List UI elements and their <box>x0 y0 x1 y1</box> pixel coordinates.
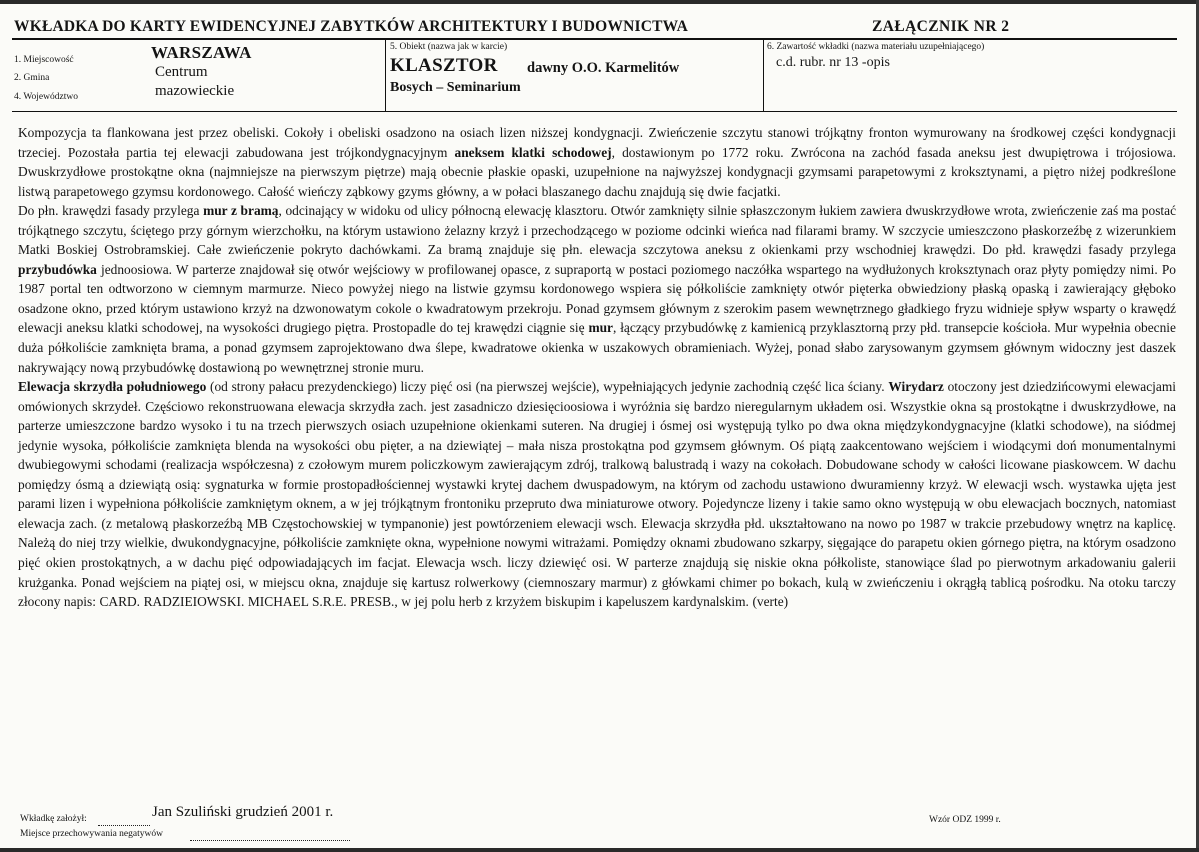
label-made-by: Wkładkę założył: <box>20 814 87 824</box>
paragraph-2: Do płn. krawędzi fasady przylega mur z bramą, odcinający w widoku od ulicy północną elewację klasztoru. Otwór zamknięty silnie spłaszczonym łukiem zawiera dwuskrzydłowe wrota, zwieńczenie zaś ma postać trójkątnego szczytu, ściętego przy górnym wierzchołku, na którym ustawiono żelazny krzyż i przechodzącego w poziome odcinki wieńca nad filarami bramy. W szczycie umieszczono płaskorzeźbę z wizerunkiem Matki Boskiej Ostrobramskiej. Całe zwieńczenie pokryto dachówkami. Za bramą znajduje się płn. elewacja szczytowa aneksu z okienkami przy wschodniej krawędzi. Do płd. krawędzi fasady przylega przybudówka jednoosiowa. W parterze znajdował się otwór wejściowy w profilowanej opasce, z supraportą w postaci poziomego naczółka wspartego na wydłużonych kroksztynach oraz płyty pomiędzy nimi. Po 1987 portal ten odtworzono w ciemnym marmurze. Nieco powyżej niego na listwie gzymsu kordonowego wspiera się półkoliście zamknięty otwór pięterka obwiedziony płaską opaską i zawierający głęboko osadzone okno, przed którym ustawiono krzyż na dzwonowatym cokole o kwadratowym przekroju. Ponad gzymsem głównym z szerokim pasem wewnętrznego gładkiego fryzu widnieje spływ wsparty o krawędź elewacji aneksu klatki schodowej, na wysokości drugiego piętra. Prostopadle do tej krawędzi ciągnie się mur, łączący przybudówkę z kamienicą przyklasztorną przy płd. transepcie kościoła. Mur wypełnia obecnie duża półkoliście zamknięta brama, a ponad gzymsem zaprojektowano dwa ślepe, kwadratowe okienka w uszakowych obramieniach. Wyżej, ponad słabo zarysowanym gzymsem głównym widoczny jest daszek nakrywający nową przybudówkę dostawioną po wewnętrznej stronie muru. <box>18 203 1177 375</box>
attachment-number: ZAŁĄCZNIK NR 2 <box>872 18 1010 35</box>
object-former-name: dawny O.O. Karmelitów <box>527 60 680 76</box>
description-text <box>18 123 1176 612</box>
label-negatives: Miejsce przechowywania negatywów <box>20 829 163 839</box>
voivodeship-value: mazowieckie <box>155 83 235 99</box>
author-and-date: Jan Szuliński grudzień 2001 r. <box>152 804 334 820</box>
contents-value: c.d. rubr. nr 13 -opis <box>776 55 890 70</box>
paragraph-3: Elewacja skrzydła południowego (od strony pałacu prezydenckiego) liczy pięć osi (na pierwszej wejście), wypełniających jedynie zachodnią część lica ściany. Wirydarz otoczony jest dziedzińcowymi elewacjami omówionych skrzydeł. Częściowo rekonstruowana elewacja skrzydła zach. jest zasadniczo dziesięcioosiowa i wyróżnia się bardzo nieregularnym układem osi. Wszystkie okna są prostokątne i dwuskrzydłowe, na parterze umieszczone bardzo wysoko i tu na trzech pierwszych osiach uzupełnione okienkami suteren. Na drugiej i ósmej osi występują tylko po dwa okna międzykondygnacyjne (klatki schodowe), na siódmej jedynie wysoka, półkoliście zamknięta blenda na wysokości obu pięter, a na dziewiątej – mała nisza prostokątna pod gzymsem głównym. Oś piątą zaakcentowano wejściem i wiodącymi doń monumentalnymi dwubiegowymi schodami (realizacja współczesna) z czołowym murem policzkowym zawierającym zdrój, tralkową balustradą i wazy na cokołach. Dobudowane schody w całości licowane piaskowcem. W dachu pomiędzy ósmą a dziewiątą osią: sygnaturka w formie prostopadłościennej wystawki krytej dachem dwuspadowym, na którym od zachodu ustawiono dwuramienny krzyż. W elewacji wsch. wystawka ujęta jest parami lizen i wypełniona półkoliście zamkniętym oknem, a w jej trójkątnym frontoniku przepruto dwa miniaturowe otwory. Pojedyncze lizeny i takie samo okno występują w obu elewacjach bocznych, natomiast elewacja zach. (z metalową płaskorzeźbą MB Częstochowskiej w tympanonie) jest powtórzeniem elewacji wsch. Elewacja skrzydła płd. ukształtowano na nowo po 1987 w trakcie przebudowy wnętrz na kaplicę. Należą do niej trzy wielkie, dwukondygnacyjne, półkoliście zamknięte okna, wypełnione nowymi witrażami. Pomiędzy oknami zbudowano szkarpy, sięgające do parapetu okien górnego piętra, na którym osadzono pięć okien prostokątnych, a w dachu pięć odpowiadających im facjat. Elewacja wsch. liczy dziewięć osi. W parterze znajdują się niskie okna półkoliste, stanowiące ślad po pierwotnym arkadowaniu galerii krużganka. Ponad wejściem na piątej osi, w miejscu okna, znajduje się kartusz rolwerkowy (ciemnoszary marmur) z główkami chimer po bokach, kulą w zwieńczeniu i okrągłą tablicą pośrodku. Na otoku tarczy złocony napis: CARD. RADZIEIOWSKI. MICHAEL S.R.E. PRESB., w jej polu herb z krzyżem biskupim i kapeluszem kardynalskim. (verte) <box>18 379 1176 610</box>
object-subtitle: Bosych – Seminarium <box>390 80 521 95</box>
paragraph-1: Kompozycja ta flankowana jest przez obeliski. Cokoły i obeliski osadzono na osiach lizen niższej kondygnacji. Zwieńczenie szczytu stanowi trójkątny fronton wymurowany na środkowej części kondygnacji trzeciej. Pozostała partia tej elewacji zabudowana jest trójkondygnacyjnym aneksem klatki schodowej, dostawionym po 1772 roku. Zwrócona na zachód fasada aneksu jest dwupiętrowa i trójosiowa. Dwuskrzydłowe prostokątne okna (najmniejsze na pierwszym piętrze) mają obecnie płaskie opaski, uzupełnione na najwyższej kondygnacji gzymsami parapetowymi z kroksztynami, a piętro niżej podkreślone listwą parapetowego gzymsu kordonowego. Całość wieńczy ząbkowy gzyms główny, a w połaci blaszanego dachu znajdują się dwie facjatki. <box>18 125 1176 199</box>
header-divider-2 <box>763 39 764 111</box>
label-contents: 6. Zawartość wkładki (nazwa materiału uzupełniającego) <box>767 42 985 52</box>
made-by-dots <box>98 825 150 826</box>
negatives-dots <box>190 840 350 841</box>
header-bottom-rule <box>12 111 1177 112</box>
scan-top-edge <box>0 0 1199 4</box>
label-locality: 1. Miejscowość <box>14 55 74 65</box>
locality-value: WARSZAWA <box>151 43 252 62</box>
card-title: WKŁADKA DO KARTY EWIDENCYJNEJ ZABYTKÓW ARCHITEKTURY I BUDOWNICTWA <box>14 18 689 35</box>
scan-bottom-edge <box>0 848 1199 852</box>
label-object: 5. Obiekt (nazwa jak w karcie) <box>390 42 508 52</box>
header-top-rule <box>12 38 1177 40</box>
object-name: KLASZTOR <box>390 55 498 76</box>
gmina-value: Centrum <box>155 64 208 80</box>
label-gmina: 2. Gmina <box>14 73 50 83</box>
form-code: Wzór ODZ 1999 r. <box>929 815 1001 825</box>
header-divider-1 <box>385 39 386 111</box>
label-voivodeship: 4. Województwo <box>14 92 78 102</box>
